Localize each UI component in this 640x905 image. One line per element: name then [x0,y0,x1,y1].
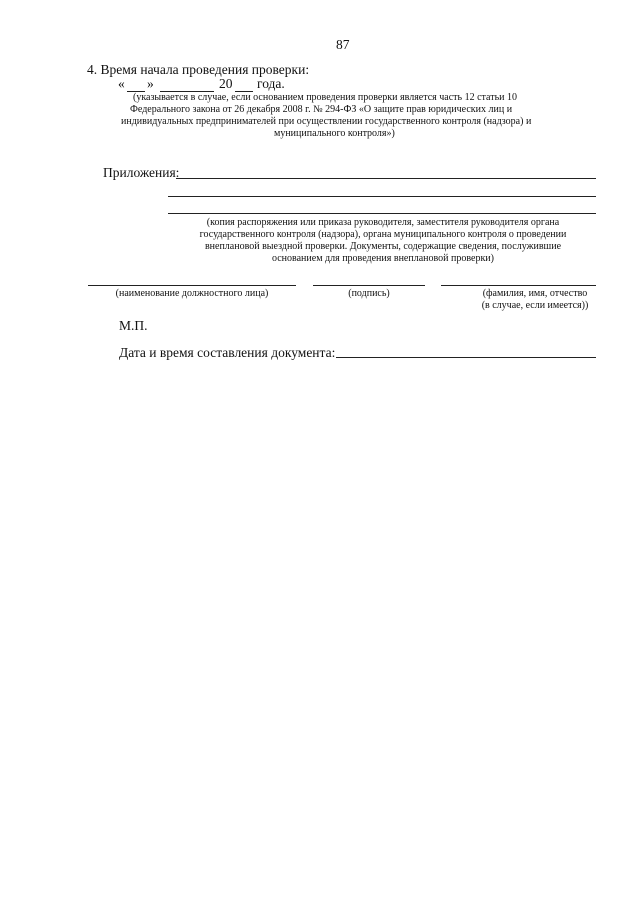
date-close-quote: » [147,76,154,91]
attachments-line-2[interactable] [168,196,596,197]
attachments-note-line-3: внеплановой выездной проверки. Документы, содержащие сведения, послужившие [204,241,562,252]
section4-note-line-1: (указывается в случае, если основанием проведения проверки является часть 12 статьи 10 [133,92,517,103]
full-name-caption-line-1: (фамилия, имя, отчество [482,288,588,299]
attachments-note-line-1: (копия распоряжения или приказа руководителя, заместителя руководителя органа [206,217,560,228]
section4-note-line-4: муниципального контроля») [274,128,395,139]
date-time-label: Дата и время составления документа: [119,345,336,360]
section4-note-line-2: Федерального закона от 26 декабря 2008 г. № 294-ФЗ «О защите прав юридических лиц и [130,104,513,115]
year-prefix: 20 [219,76,233,91]
attachments-line-1[interactable] [176,178,596,179]
attachments-line-3[interactable] [168,213,596,214]
date-time-line[interactable] [336,357,596,358]
full-name-line[interactable] [441,285,596,286]
signature-caption: (подпись) [348,288,390,299]
position-line[interactable] [88,285,296,286]
section4-note-line-3: индивидуальных предпринимателей при осуществлении государственного контроля (надзора) и [121,116,532,127]
full-name-caption-line-2: (в случае, если имеется)) [481,300,589,311]
attachments-label: Приложения: [103,165,180,180]
section-heading: 4. Время начала проведения проверки: [87,62,310,77]
date-open-quote: « [118,76,125,91]
attachments-note-line-2: государственного контроля (надзора), органа муниципального контроля о проведении [199,229,567,240]
page-number: 87 [336,37,350,52]
year-suffix: года. [257,76,285,91]
attachments-note-line-4: основанием для проведения внеплановой проверки) [271,253,494,264]
signature-line[interactable] [313,285,425,286]
position-caption: (наименование должностного лица) [115,288,269,299]
stamp-placeholder: М.П. [119,318,148,333]
